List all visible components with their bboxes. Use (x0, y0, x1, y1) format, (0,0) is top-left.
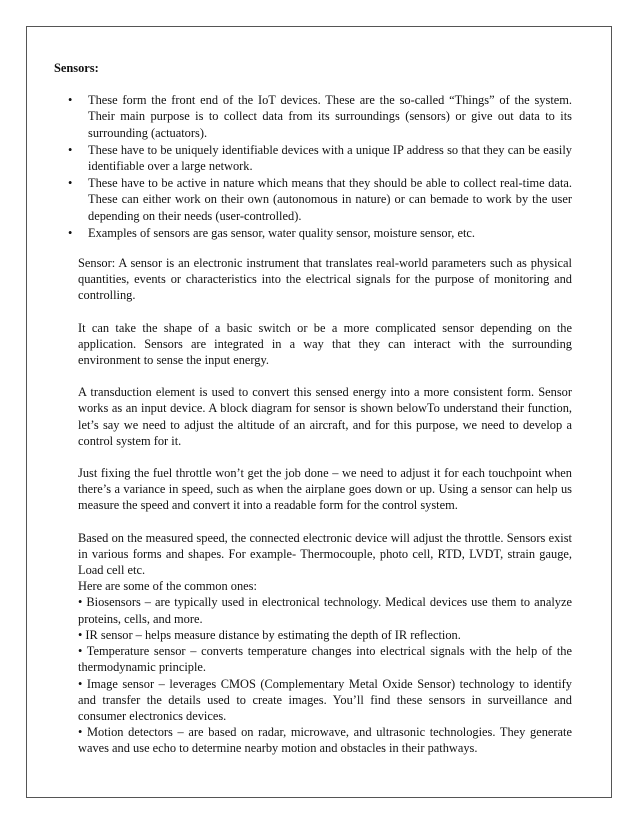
list-item (54, 142, 572, 174)
common-item-temperature-sensor: • Temperature sensor – converts temperature changes into electrical signals with the help of the thermodynamic principle. (78, 644, 572, 675)
common-sensors-intro: Here are some of the common ones: (78, 579, 257, 594)
paragraph-measured-speed: Based on the measured speed, the connected electronic device will adjust the throttle. Sensors exist in various forms and shapes. For example- Thermocouple, photo cell, RTD, LVDT, strain gauge, Load cell etc. (78, 530, 572, 578)
paragraph-transduction: A transduction element is used to convert this sensed energy into a more consistent form. Sensor works as an input device. A block diagram for sensor is shown belowTo understand their function, let’s say we need to adjust the altitude of an aircraft, and for this purpose, we need to develop a control system for it. (78, 385, 572, 448)
common-item-biosensors: • Biosensors – are typically used in electronical technology. Medical devices use them to analyze proteins, cells, and more. (78, 595, 572, 626)
paragraph-sensor-shape: It can take the shape of a basic switch or be a more complicated sensor depending on the application. Sensors are integrated in a way that they can interact with the surrounding environment to sense the input energy. (78, 320, 572, 368)
bullet-list (54, 92, 572, 241)
bullet-text: These have to be uniquely identifiable devices with a unique IP address so that they can be easily identifiable over a large network. (88, 142, 572, 174)
paragraph-sensor-definition: Sensor: A sensor is an electronic instrument that translates real-world parameters such as physical quantities, events or characteristics into the electrical signals for the purpose of monitoring and controlling. (78, 256, 572, 303)
common-item-image-sensor: • Image sensor – leverages CMOS (Complementary Metal Oxide Sensor) technology to identify and transfer the details used to create images. You’ll find these sensors in surveillance and consumer electronics devices. (78, 676, 572, 723)
bullet-text: These form the front end of the IoT devices. These are the so-called “Things” of the system. Their main purpose is to collect data from its surroundings (sensors) or give out data to its surrounding (actuators). (88, 93, 572, 140)
bullet-icon: • (68, 93, 73, 108)
bullet-text: Examples of sensors are gas sensor, water quality sensor, moisture sensor, etc. (88, 225, 475, 240)
paragraph-throttle: Just fixing the fuel throttle won’t get the job done – we need to adjust it for each touchpoint when there’s a variance in speed, such as when the airplane goes down or up. Using a sensor can help us measure the speed and convert it into a readable form for the control system. (78, 466, 572, 513)
common-item-ir-sensor: • IR sensor – helps measure distance by estimating the depth of IR reflection. (78, 627, 461, 642)
bullet-text: These have to be active in nature which means that they should be able to collect real-time data. These can either work on their own (autonomous in nature) or can bemade to work by the user depending on their needs (user-controlled). (88, 176, 572, 223)
list-item (54, 92, 572, 141)
common-item-motion-detectors: • Motion detectors – are based on radar, microwave, and ultrasonic technologies. They generate waves and use echo to determine nearby motion and obstacles in their pathways. (78, 725, 572, 756)
section-heading: Sensors: (54, 61, 99, 75)
bullet-icon: • (68, 225, 73, 240)
bullet-icon: • (68, 176, 73, 191)
bullet-icon: • (68, 142, 73, 157)
list-item (54, 225, 572, 241)
list-item (54, 175, 572, 224)
document-body (54, 60, 572, 757)
